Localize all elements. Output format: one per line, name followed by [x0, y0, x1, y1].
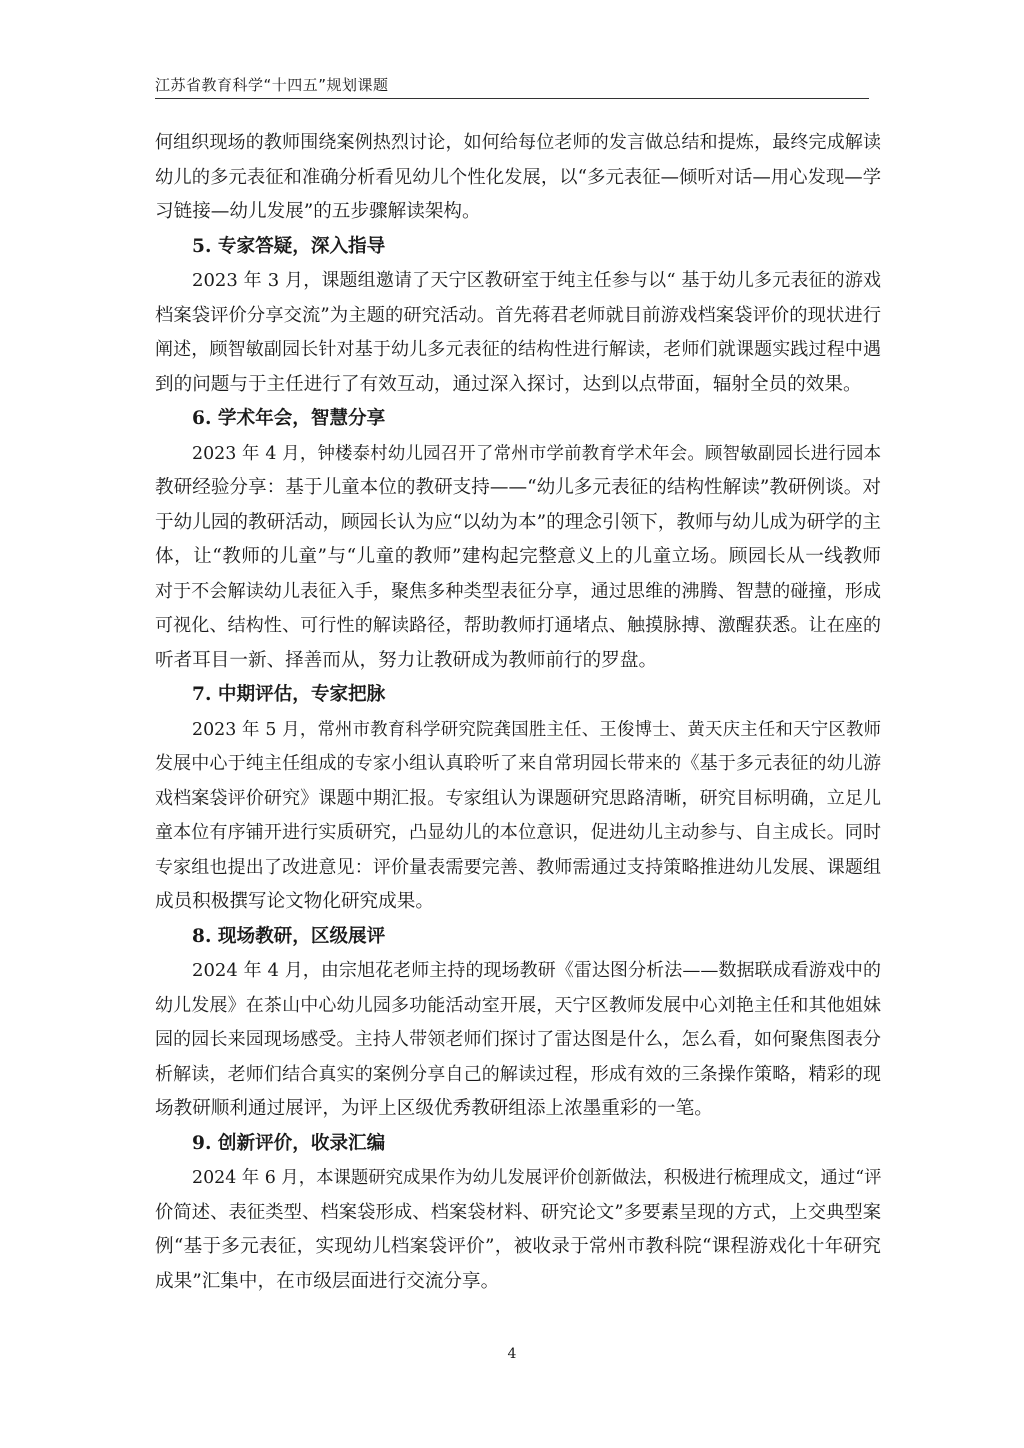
paragraph-line: 专家组也提出了改进意见：评价量表需要完善、教师需通过支持策略推进幼儿发展、课题组	[155, 856, 881, 878]
paragraph-line: 成果”汇集中，在市级层面进行交流分享。	[155, 1270, 500, 1292]
paragraph	[155, 437, 881, 679]
section-heading: 9. 创新评价，收录汇编	[192, 1132, 386, 1154]
paragraph	[155, 954, 881, 1127]
paragraph-line: 2023 年 4 月，钟楼泰村幼儿园召开了常州市学前教育学术年会。顾智敏副园长进行园本	[192, 443, 881, 464]
section-heading: 7. 中期评估，专家把脉	[192, 684, 386, 705]
paragraph-line: 析解读，老师们结合真实的案例分享自己的解读过程，形成有效的三条操作策略，精彩的现	[155, 1063, 881, 1085]
paragraph-line: 园的园长来园现场感受。主持人带领老师们探讨了雷达图是什么，怎么看，如何聚焦图表分	[155, 1029, 881, 1050]
paragraph-line: 童本位有序铺开进行实质研究，凸显幼儿的本位意识，促进幼儿主动参与、自主成长。同时	[155, 822, 881, 843]
paragraph-line: 习链接—幼儿发展”的五步骤解读架构。	[155, 201, 481, 222]
section-heading: 5. 专家答疑，深入指导	[192, 235, 386, 257]
page-number: 4	[507, 1346, 517, 1362]
paragraph	[155, 1161, 881, 1299]
paragraph-line: 成员积极撰写论文物化研究成果。	[155, 891, 434, 912]
paragraph-line: 到的问题与于主任进行了有效互动，通过深入探讨，达到以点带面，辐射全员的效果。	[155, 373, 862, 395]
section-heading: 6. 学术年会，智慧分享	[192, 408, 386, 429]
paragraph-line: 听者耳目一新、择善而从，努力让教研成为教师前行的罗盘。	[155, 649, 658, 671]
paragraph-line: 戏档案袋评价研究》课题中期汇报。专家组认为课题研究思路清晰，研究目标明确，立足儿	[155, 787, 881, 809]
paragraph-line: 体，让“教师的儿童”与“儿童的教师”建构起完整意义上的儿童立场。顾园长从一线教师	[155, 546, 881, 567]
paragraph	[155, 126, 881, 230]
section-heading: 8. 现场教研，区级展评	[192, 925, 386, 947]
paragraph-line: 教研经验分享：基于儿童本位的教研支持——“幼儿多元表征的结构性解读”教研例谈。对	[155, 477, 881, 498]
paragraph-line: 2023 年 5 月，常州市教育科学研究院龚国胜主任、王俊博士、黄天庆主任和天宁区教师	[192, 719, 881, 740]
paragraph-line: 于幼儿园的教研活动，顾园长认为应“以幼为本”的理念引领下，教师与幼儿成为研学的主	[155, 511, 881, 533]
paragraph-line: 2024 年 4 月，由宗旭花老师主持的现场教研《雷达图分析法——数据联成看游戏中的	[192, 960, 881, 981]
paragraph-line: 2024 年 6 月，本课题研究成果作为幼儿发展评价创新做法，积极进行梳理成文，通过“评	[192, 1168, 882, 1188]
paragraph-line: 例“基于多元表征，实现幼儿档案袋评价”，被收录于常州市教科院“课程游戏化十年研究	[155, 1236, 881, 1257]
paragraph-line: 场教研顺利通过展评，为评上区级优秀教研组添上浓墨重彩的一笔。	[155, 1098, 713, 1119]
page-header	[155, 70, 869, 99]
paragraph-line: 对于不会解读幼儿表征入手，聚焦多种类型表征分享，通过思维的沸腾、智慧的碰撞，形成	[155, 580, 881, 602]
paragraph	[155, 713, 881, 920]
paragraph-line: 价简述、表征类型、档案袋形成、档案袋材料、研究论文”多要素呈现的方式，上交典型案	[155, 1201, 881, 1223]
document-body	[155, 126, 881, 1299]
paragraph-line: 2023 年 3 月，课题组邀请了天宁区教研室于纯主任参与以“ 基于幼儿多元表征的游戏	[192, 270, 881, 291]
paragraph-line: 档案袋评价分享交流”为主题的研究活动。首先蒋君老师就目前游戏档案袋评价的现状进行	[155, 304, 881, 326]
header-title: 江苏省教育科学“十四五”规划课题	[155, 76, 389, 94]
paragraph-line: 何组织现场的教师围绕案例热烈讨论，如何给每位老师的发言做总结和提炼，最终完成解读	[155, 132, 881, 153]
paragraph-line: 发展中心于纯主任组成的专家小组认真聆听了来自常玥园长带来的《基于多元表征的幼儿游	[155, 753, 881, 774]
paragraph	[155, 264, 881, 402]
paragraph-line: 可视化、结构性、可行性的解读路径，帮助教师打通堵点、触摸脉搏、激醒获悉。让在座的	[155, 615, 881, 636]
paragraph-line: 阐述，顾智敏副园长针对基于幼儿多元表征的结构性进行解读，老师们就课题实践过程中遇	[155, 339, 881, 360]
paragraph-line: 幼儿的多元表征和准确分析看见幼儿个性化发展，以“多元表征—倾听对话—用心发现—学	[155, 166, 881, 188]
paragraph-line: 幼儿发展》在茶山中心幼儿园多功能活动室开展，天宁区教师发展中心刘艳主任和其他姐妹	[155, 994, 881, 1016]
